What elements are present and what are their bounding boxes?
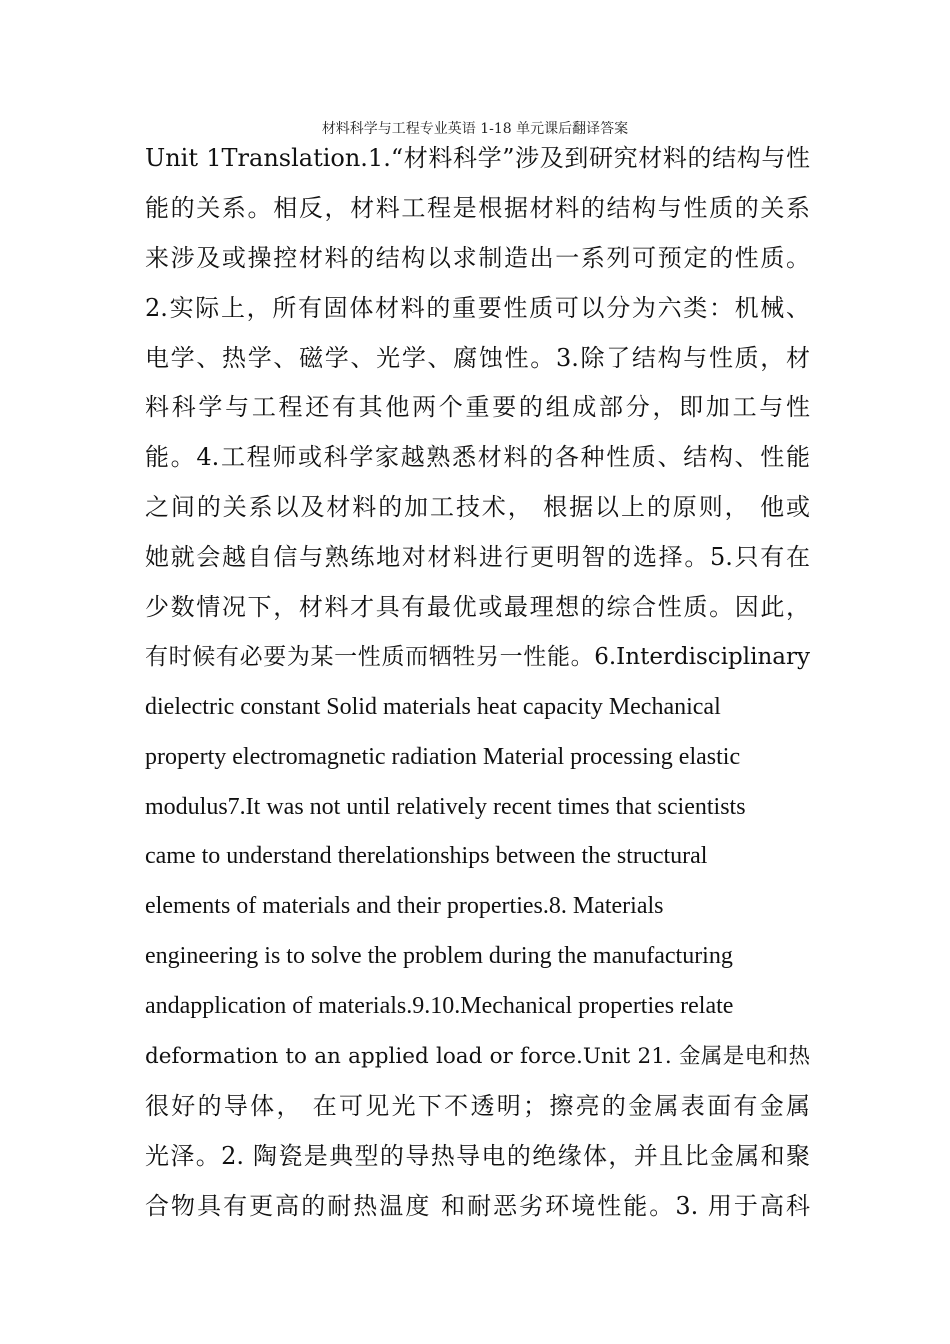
text-line: 电学、热学、磁学、光学、腐蚀性。3.除了结构与性质，材 <box>145 343 810 372</box>
text-line: modulus7.It was not until relatively recent times that scientists <box>145 793 746 820</box>
text-line: 之间的关系以及材料的加工技术， 根据以上的原则， 他或 <box>145 493 810 522</box>
text-line: 能。4.工程师或科学家越熟悉材料的各种性质、结构、性能 <box>145 443 810 472</box>
text-line: 光泽。2. 陶瓷是典型的导热导电的绝缘体，并且比金属和聚 <box>145 1141 810 1170</box>
text-line: deformation to an applied load or force.Unit 21. 金属是电和热 <box>145 1044 810 1070</box>
text-line: Unit 1Translation.1.“材料科学”涉及到研究材料的结构与性 <box>145 144 810 172</box>
text-line: 有时候有必要为某一性质而牺牲另一性能。6.Interdisciplinary <box>145 643 810 670</box>
text-line: 2.实际上，所有固体材料的重要性质可以分为六类：机械、 <box>145 293 810 322</box>
page-header-title: 材料科学与工程专业英语 1-18 单元课后翻译答案 <box>321 121 629 137</box>
text-line: engineering is to solve the problem during the manufacturing <box>145 943 733 970</box>
text-line: property electromagnetic radiation Material processing elastic <box>145 743 741 770</box>
text-line: dielectric constant Solid materials heat capacity Mechanical <box>145 693 721 720</box>
text-line: 她就会越自信与熟练地对材料进行更明智的选择。5.只有在 <box>145 543 810 572</box>
text-line: came to understand therelationships between the structural <box>145 843 708 870</box>
text-line: andapplication of materials.9.10.Mechanical properties relate <box>145 993 734 1020</box>
text-line: 来涉及或操控材料的结构以求制造出一系列可预定的性质。 <box>145 243 810 272</box>
text-line: elements of materials and their properties.8. Materials <box>145 893 664 920</box>
text-line: 料科学与工程还有其他两个重要的组成部分，即加工与性 <box>145 393 810 422</box>
text-line: 很好的导体， 在可见光下不透明；擦亮的金属表面有金属 <box>145 1091 810 1120</box>
text-line: 能的关系。相反，材料工程是根据材料的结构与性质的关系 <box>145 193 810 222</box>
text-line: 少数情况下，材料才具有最优或最理想的综合性质。因此， <box>145 593 810 622</box>
text-line: 合物具有更高的耐热温度 和耐恶劣环境性能。3. 用于高科 <box>145 1191 810 1220</box>
body-text <box>145 134 810 1232</box>
